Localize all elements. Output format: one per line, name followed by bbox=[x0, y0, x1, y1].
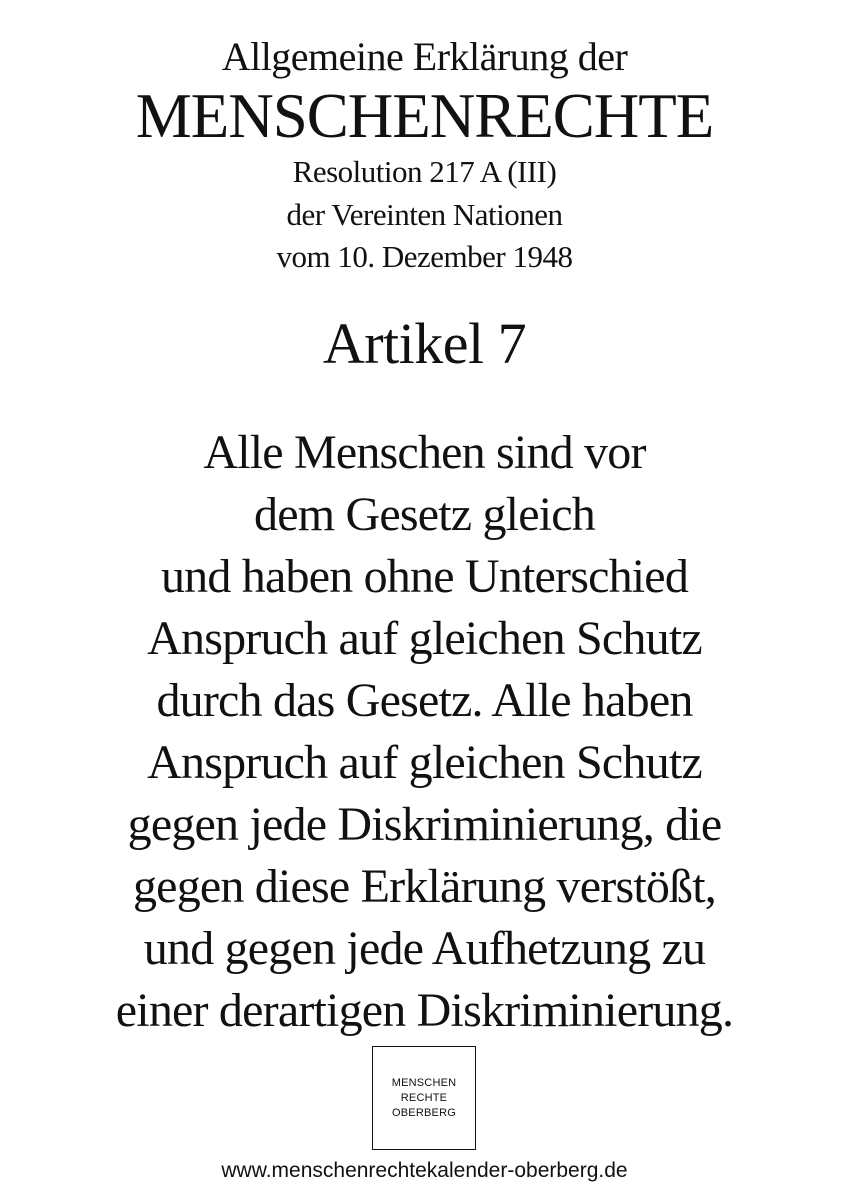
header-title: MENSCHENRECHTE bbox=[135, 81, 714, 151]
article-text-line: durch das Gesetz. Alle haben bbox=[156, 674, 693, 727]
logo-text-line: OBERBERG bbox=[392, 1106, 456, 1119]
header-resolution: Resolution 217 A (III) bbox=[292, 154, 557, 189]
article-text-line: und haben ohne Unterschied bbox=[160, 550, 689, 603]
article-text-line: einer derartigen Diskriminierung. bbox=[115, 984, 734, 1037]
logo-text-line: MENSCHEN bbox=[391, 1076, 457, 1089]
header-organization: der Vereinten Nationen bbox=[286, 197, 563, 232]
website-url: www.menschenrechtekalender-oberberg.de bbox=[221, 1159, 628, 1182]
header-date: vom 10. Dezember 1948 bbox=[276, 239, 573, 274]
article-title: Artikel 7 bbox=[322, 311, 527, 376]
article-text-line: Anspruch auf gleichen Schutz bbox=[147, 612, 702, 665]
article-text-line: dem Gesetz gleich bbox=[254, 488, 595, 541]
header-intro: Allgemeine Erklärung der bbox=[221, 34, 628, 79]
article-text-line: und gegen jede Aufhetzung zu bbox=[143, 922, 706, 975]
article-text-line: gegen diese Erklärung verstößt, bbox=[132, 860, 716, 913]
article-text-line: Alle Menschen sind vor bbox=[203, 426, 646, 479]
logo-text-line: RECHTE bbox=[400, 1091, 448, 1104]
menschenrechte-oberberg-logo bbox=[372, 1046, 476, 1150]
article-text-line: gegen jede Diskriminierung, die bbox=[127, 798, 722, 851]
article-text-line: Anspruch auf gleichen Schutz bbox=[147, 736, 702, 789]
